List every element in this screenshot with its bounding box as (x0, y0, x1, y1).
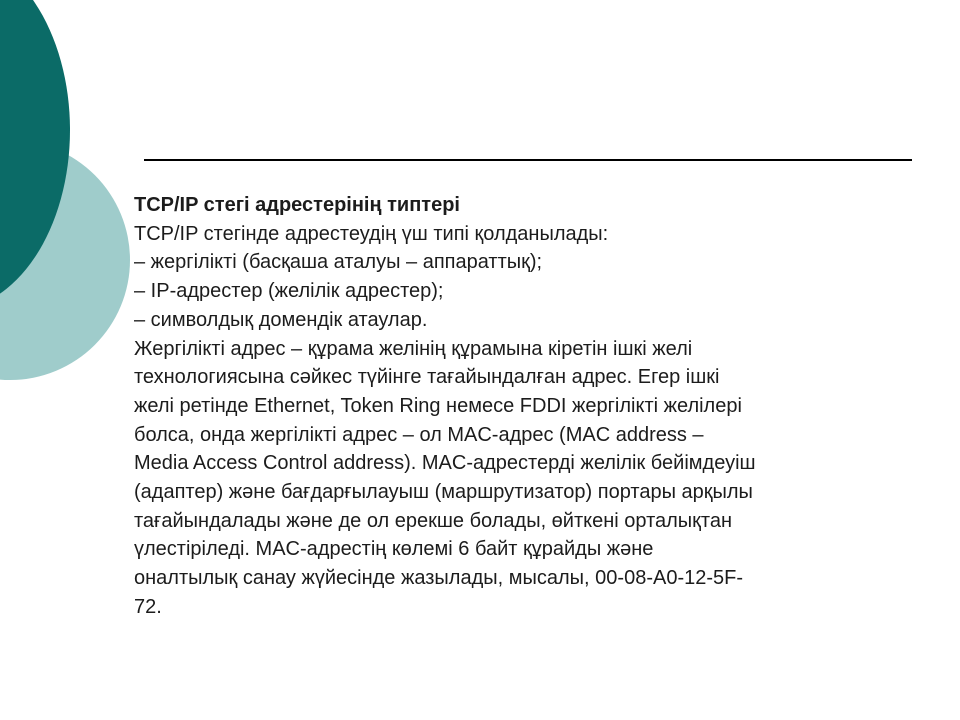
body-line: болса, онда жергілікті адрес – ол MAC-адрес (MAC address – (134, 423, 704, 446)
slide-heading: TCP/IP стегі адрестерінің типтері (134, 194, 460, 216)
body-line: (адаптер) және бағдарғылауыш (маршрутизатор) портары арқылы (134, 481, 753, 504)
body-line: технологиясына сәйкес түйінге тағайындалған адрес. Егер ішкі (134, 366, 720, 389)
body-line: 72. (134, 595, 162, 618)
body-line: TCP/IP стегінде адрестеудің үш типі қолданылады: (134, 222, 609, 245)
body-line: – символдық домендік атаулар. (134, 308, 428, 331)
body-line: Жергілікті адрес – құрама желінің құрамына кіретін ішкі желі (134, 337, 693, 360)
title-rule (144, 159, 912, 161)
body-line: Media Access Control address). MAC-адрестерді желілік бейімдеуіш (134, 452, 756, 475)
body-line: оналтылық санау жүйесінде жазылады, мысалы, 00-08-A0-12-5F- (134, 567, 744, 590)
body-line: үлестіріледі. MAC-адрестің көлемі 6 байт құрайды және (134, 538, 654, 561)
body-line: – IP-адрестер (желілік адрестер); (134, 280, 444, 303)
body-line: – жергілікті (басқаша аталуы – аппараттық); (134, 251, 543, 274)
body-line: желі ретінде Ethernet, Token Ring немесе FDDI жергілікті желілері (134, 394, 742, 417)
slide-body (134, 191, 894, 622)
body-line: тағайындалады және де ол ерекше болады, өйткені орталықтан (134, 509, 733, 532)
